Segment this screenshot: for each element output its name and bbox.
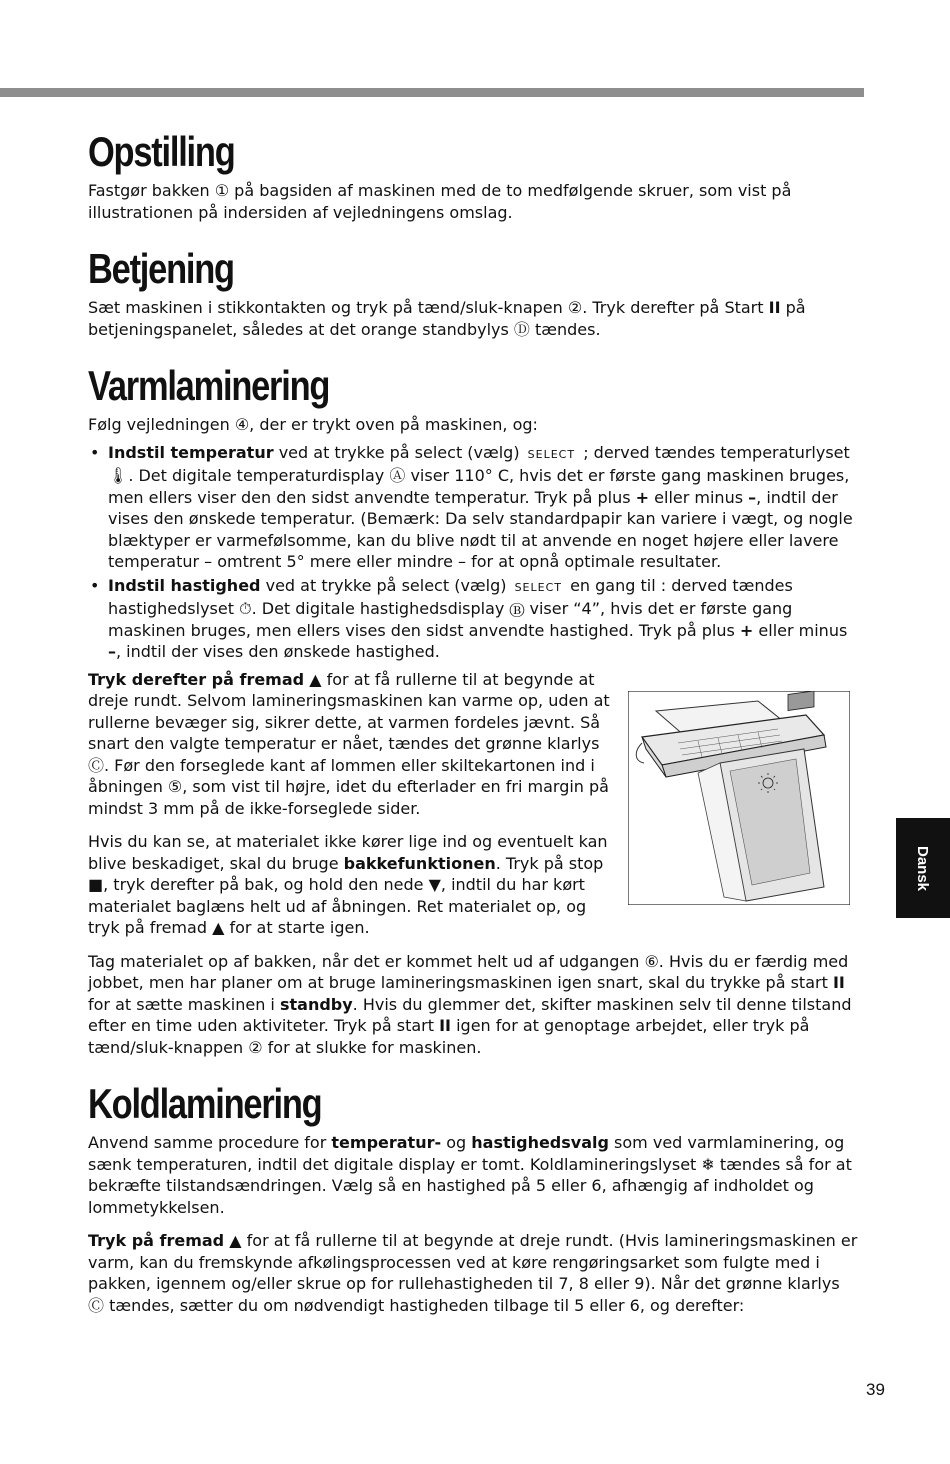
step-speed-text-b: en gang til : derved tændes hastighedslyset — [108, 575, 793, 618]
finish-paragraph — [88, 951, 858, 1059]
kold-paragraph-1 — [88, 1132, 858, 1218]
forward-arrow-icon-2: ▲ — [212, 918, 225, 937]
forward-arrow-icon: ▲ — [309, 669, 322, 689]
reverse-arrow-icon: ▼ — [428, 875, 441, 894]
stopwatch-icon: ⏱ — [239, 599, 252, 618]
step-temperature-text-b: ; derved tændes temperaturlyset — [583, 442, 850, 462]
thermometer-icon: 🌡 — [108, 466, 129, 485]
reverse-paragraph — [88, 831, 618, 939]
kold-text-a: Anvend samme procedure for — [88, 1133, 327, 1152]
betjening-text — [88, 297, 858, 340]
varm-intro: Følg vejledningen ④, der er trykt oven på maskinen, og: — [88, 415, 538, 434]
betjening-text-b: på betjeningspanelet, således at det orange standbylys Ⓓ tændes. — [88, 298, 806, 339]
select-label: SELECT — [527, 447, 576, 461]
kold-text-d: tændes så for at bekræfte tilstandsændringen. Vælg så en hastighed på 5 eller 6, afhængig af indholdet og lommetykkelsen. — [88, 1154, 852, 1217]
step-speed-title: Indstil hastighed — [108, 575, 261, 595]
step-temperature-text-c: . Det digitale temperaturdisplay Ⓐ viser 110° C, hvis det er første gang maskinen bruges, men ellers viser den den sidst anvendte temperatur. Tryk på plus — [108, 466, 850, 507]
reverse-text-e: for at starte igen. — [229, 918, 370, 937]
minus-icon: – — [748, 487, 757, 507]
heading-varmlaminering: Varmlaminering — [88, 362, 330, 409]
reverse-bold: bakkefunktionen — [343, 853, 496, 873]
kold-forward-title: Tryk på fremad — [88, 1231, 225, 1250]
snowflake-icon: ❄ — [701, 1154, 715, 1174]
kold-forward-text: for at få rullerne til at begynde at dreje rundt. (Hvis lamineringsmaskinen er varm, kan du fremskynde afkølingsprocessen ved at køre rengøringsarket som fulgte med i pakken, igennem og/eller skrue op for rullehastigheden til 7, 8 eller 9). Når det grønne klarlys Ⓒ tændes, sætter du om nødvendigt hastigheden tilbage til 5 eller 6, og derefter: — [88, 1231, 858, 1315]
reverse-text-b: . Tryk på stop — [495, 853, 604, 873]
step-temperature-title: Indstil temperatur — [108, 442, 274, 462]
step-speed-text-a: ved at trykke på select (vælg) — [265, 575, 507, 595]
language-tab-label: Dansk — [914, 845, 932, 891]
finish-bold: standby — [279, 994, 353, 1014]
reverse-text-c: , tryk derefter på bak, og hold den nede — [103, 875, 424, 894]
start-icon-3: II — [439, 1016, 451, 1035]
top-rule — [0, 88, 864, 97]
section-koldlaminering — [88, 1080, 858, 1316]
stop-icon: ■ — [88, 875, 104, 894]
heading-betjening: Betjening — [88, 245, 234, 292]
varm-steps — [88, 442, 858, 663]
finish-text-b: for at sætte maskinen i — [88, 994, 275, 1014]
heading-opstilling: Opstilling — [88, 128, 235, 175]
step-temperature — [88, 442, 858, 573]
plus-icon: + — [635, 487, 650, 507]
section-betjening — [88, 245, 858, 340]
step-speed-text-e: , indtil der vises den ønskede hastighed. — [116, 642, 440, 661]
forward-paragraph — [88, 669, 618, 820]
kold-bold-2: hastighedsvalg — [471, 1133, 609, 1152]
opstilling-text: Fastgør bakken ① på bagsiden af maskinen med de to medfølgende skruer, som vist på illustrationen på indersiden af vejledningens omslag. — [88, 181, 792, 222]
step-speed — [88, 575, 858, 663]
step-speed-text-d: eller minus — [758, 620, 848, 640]
section-varmlaminering — [88, 362, 858, 1058]
select-label-2: SELECT — [514, 580, 562, 594]
forward-title: Tryk derefter på fremad — [88, 669, 305, 689]
kold-paragraph-2 — [88, 1230, 858, 1316]
kold-text-c: som ved varmlaminering, og sænk temperaturen, indtil det digitale display er tomt. Koldlamineringslyset — [88, 1133, 845, 1174]
step-temperature-text-d: eller minus — [654, 487, 744, 507]
laminator-illustration-column — [628, 669, 858, 939]
finish-text-c: . Hvis du glemmer det, skifter maskinen selv til denne tilstand efter en time uden aktiviteter. Tryk på start — [88, 994, 852, 1035]
section-opstilling — [88, 128, 858, 223]
laminator-illustration — [628, 691, 850, 905]
forward-text: for at få rullerne til at begynde at dreje rundt. Selvom lamineringsmaskinen kan varme op, uden at rullerne bevæger sig, sikrer dette, at varmen fordeles jævnt. Så snart den valgte temperatur er nået, tændes det grønne klarlys Ⓒ. Før den forseglede kant af lommen eller skiltekartonen ind i åbningen ⑤, som vist til højre, idet du efterlader en fri margin på mindst 3 mm på de ikke-forseglede sider. — [88, 669, 610, 818]
plus-icon-2: + — [739, 620, 754, 640]
step-temperature-text-a: ved at trykke på select (vælg) — [278, 442, 520, 462]
feed-instructions — [88, 669, 858, 939]
step-temperature-text-e: , indtil der vises den ønskede temperatur. (Bemærk: Da selv standardpapir kan variere i vægt, og nogle blæktyper er varmefølsomme, kan du blive nødt til at anvende en noget højere eller lavere temperatur – omtrent 5° mere eller mindre – for at opnå optimale resultater. — [108, 487, 853, 571]
kold-text-b: og — [446, 1133, 467, 1152]
finish-text-d: igen for at genoptage arbejdet, eller tryk på tænd/sluk-knappen ② for at slukke for maskinen. — [88, 1016, 810, 1057]
kold-bold-1: temperatur- — [331, 1133, 442, 1152]
page-content — [88, 128, 858, 1338]
reverse-text-d: , indtil du har kørt materialet baglæns helt ud af åbningen. Ret materialet op, og tryk på fremad — [88, 875, 587, 937]
betjening-text-a: Sæt maskinen i stikkontakten og tryk på tænd/sluk-knapen ②. Tryk derefter på Start — [88, 298, 764, 317]
reverse-text-a: Hvis du kan se, at materialet ikke kører lige ind og eventuelt kan blive beskadiget, skal du bruge — [88, 832, 608, 873]
step-speed-text-c: . Det digitale hastighedsdisplay Ⓑ viser “4”, hvis det er første gang maskinen bruges, men ellers vises den sidst anvendte hastighed. Tryk på plus — [108, 599, 793, 640]
language-tab — [896, 818, 950, 918]
feed-text-column — [88, 669, 618, 939]
heading-koldlaminering: Koldlaminering — [88, 1080, 322, 1127]
start-icon-2: II — [832, 973, 845, 992]
forward-arrow-icon-3: ▲ — [229, 1231, 242, 1250]
start-icon: II — [768, 298, 781, 317]
minus-icon-2: – — [108, 642, 116, 661]
page-number: 39 — [866, 1380, 885, 1399]
finish-text-a: Tag materialet op af bakken, når det er kommet helt ud af udgangen ⑥. Hvis du er færdig med jobbet, men har planer om at bruge lamineringsmaskinen igen snart, skal du trykke på start — [88, 951, 849, 992]
